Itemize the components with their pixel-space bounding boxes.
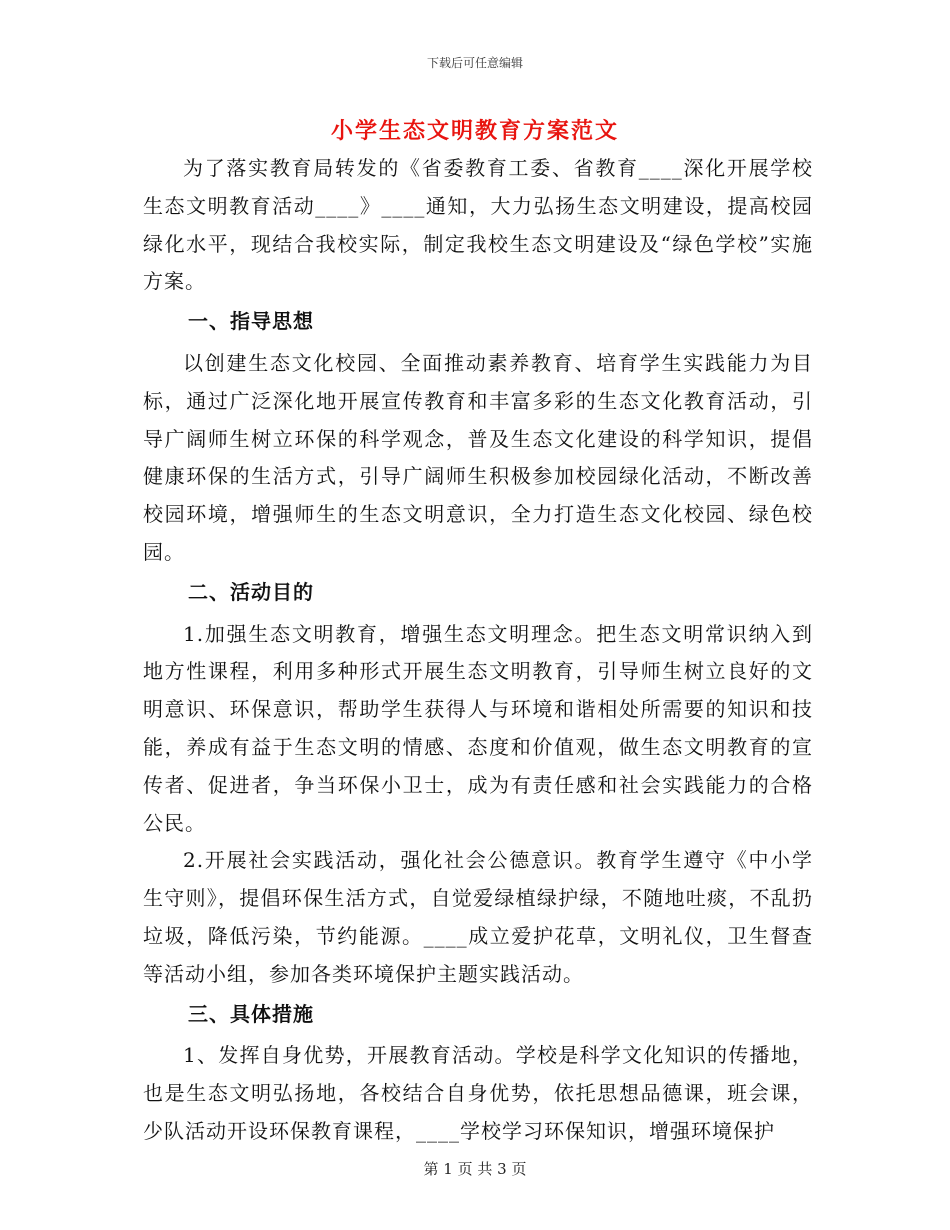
activity-goal-paragraph-2: 2.开展社会实践活动，强化社会公德意识。教育学生遵守《中小学生守则》，提倡环保生活方式，自觉爱绿植绿护绿，不随地吐痰，不乱扔垃圾，降低污染，节约能源。____成立爱护花草，文明礼仪，卫生督查等活动小组，参加各类环境保护主题实践活动。 (143, 848, 813, 986)
intro-paragraph: 为了落实教育局转发的《省委教育工委、省教育____深化开展学校生态文明教育活动____》____通知，大力弘扬生态文明建设，提高校园绿化水平，现结合我校实际，制定我校生态文明建设及“绿色学校”实施方案。 (143, 156, 813, 294)
page-footer: 第 1 页 共 3 页 (423, 1160, 527, 1178)
section-heading-guiding-ideology: 一、指导思想 (188, 309, 314, 334)
activity-goal-paragraph-1: 1.加强生态文明教育，增强生态文明理念。把生态文明常识纳入到地方性课程，利用多种形式开展生态文明教育，引导师生树立良好的文明意识、环保意识，帮助学生获得人与环境和谐相处所需要的知识和技能，养成有益于生态文明的情感、态度和价值观，做生态文明教育的宣传者、促进者，争当环保小卫士，成为有责任感和社会实践能力的合格公民。 (143, 621, 813, 835)
guiding-ideology-paragraph: 以创建生态文化校园、全面推动素养教育、培育学生实践能力为目标，通过广泛深化地开展宣传教育和丰富多彩的生态文化教育活动，引导广阔师生树立环保的科学观念，普及生态文化建设的科学知识，提倡健康环保的生活方式，引导广阔师生积极参加校园绿化活动，不断改善校园环境，增强师生的生态文明意识，全力打造生态文化校园、绿色校园。 (143, 350, 813, 564)
section-heading-specific-measures: 三、具体措施 (188, 1001, 314, 1026)
section-heading-activity-goals: 二、活动目的 (188, 579, 314, 604)
document-title: 小学生态文明教育方案范文 (330, 118, 619, 144)
specific-measures-paragraph-1: 1、发挥自身优势，开展教育活动。学校是科学文化知识的传播地，也是生态文明弘扬地，各校结合自身优势，依托思想品德课，班会课，少队活动开设环保教育课程，____学校学习环保知识，增强环境保护 (143, 1043, 813, 1143)
document-body (143, 150, 813, 1151)
page-header: 下载后可任意编辑 (426, 56, 523, 70)
